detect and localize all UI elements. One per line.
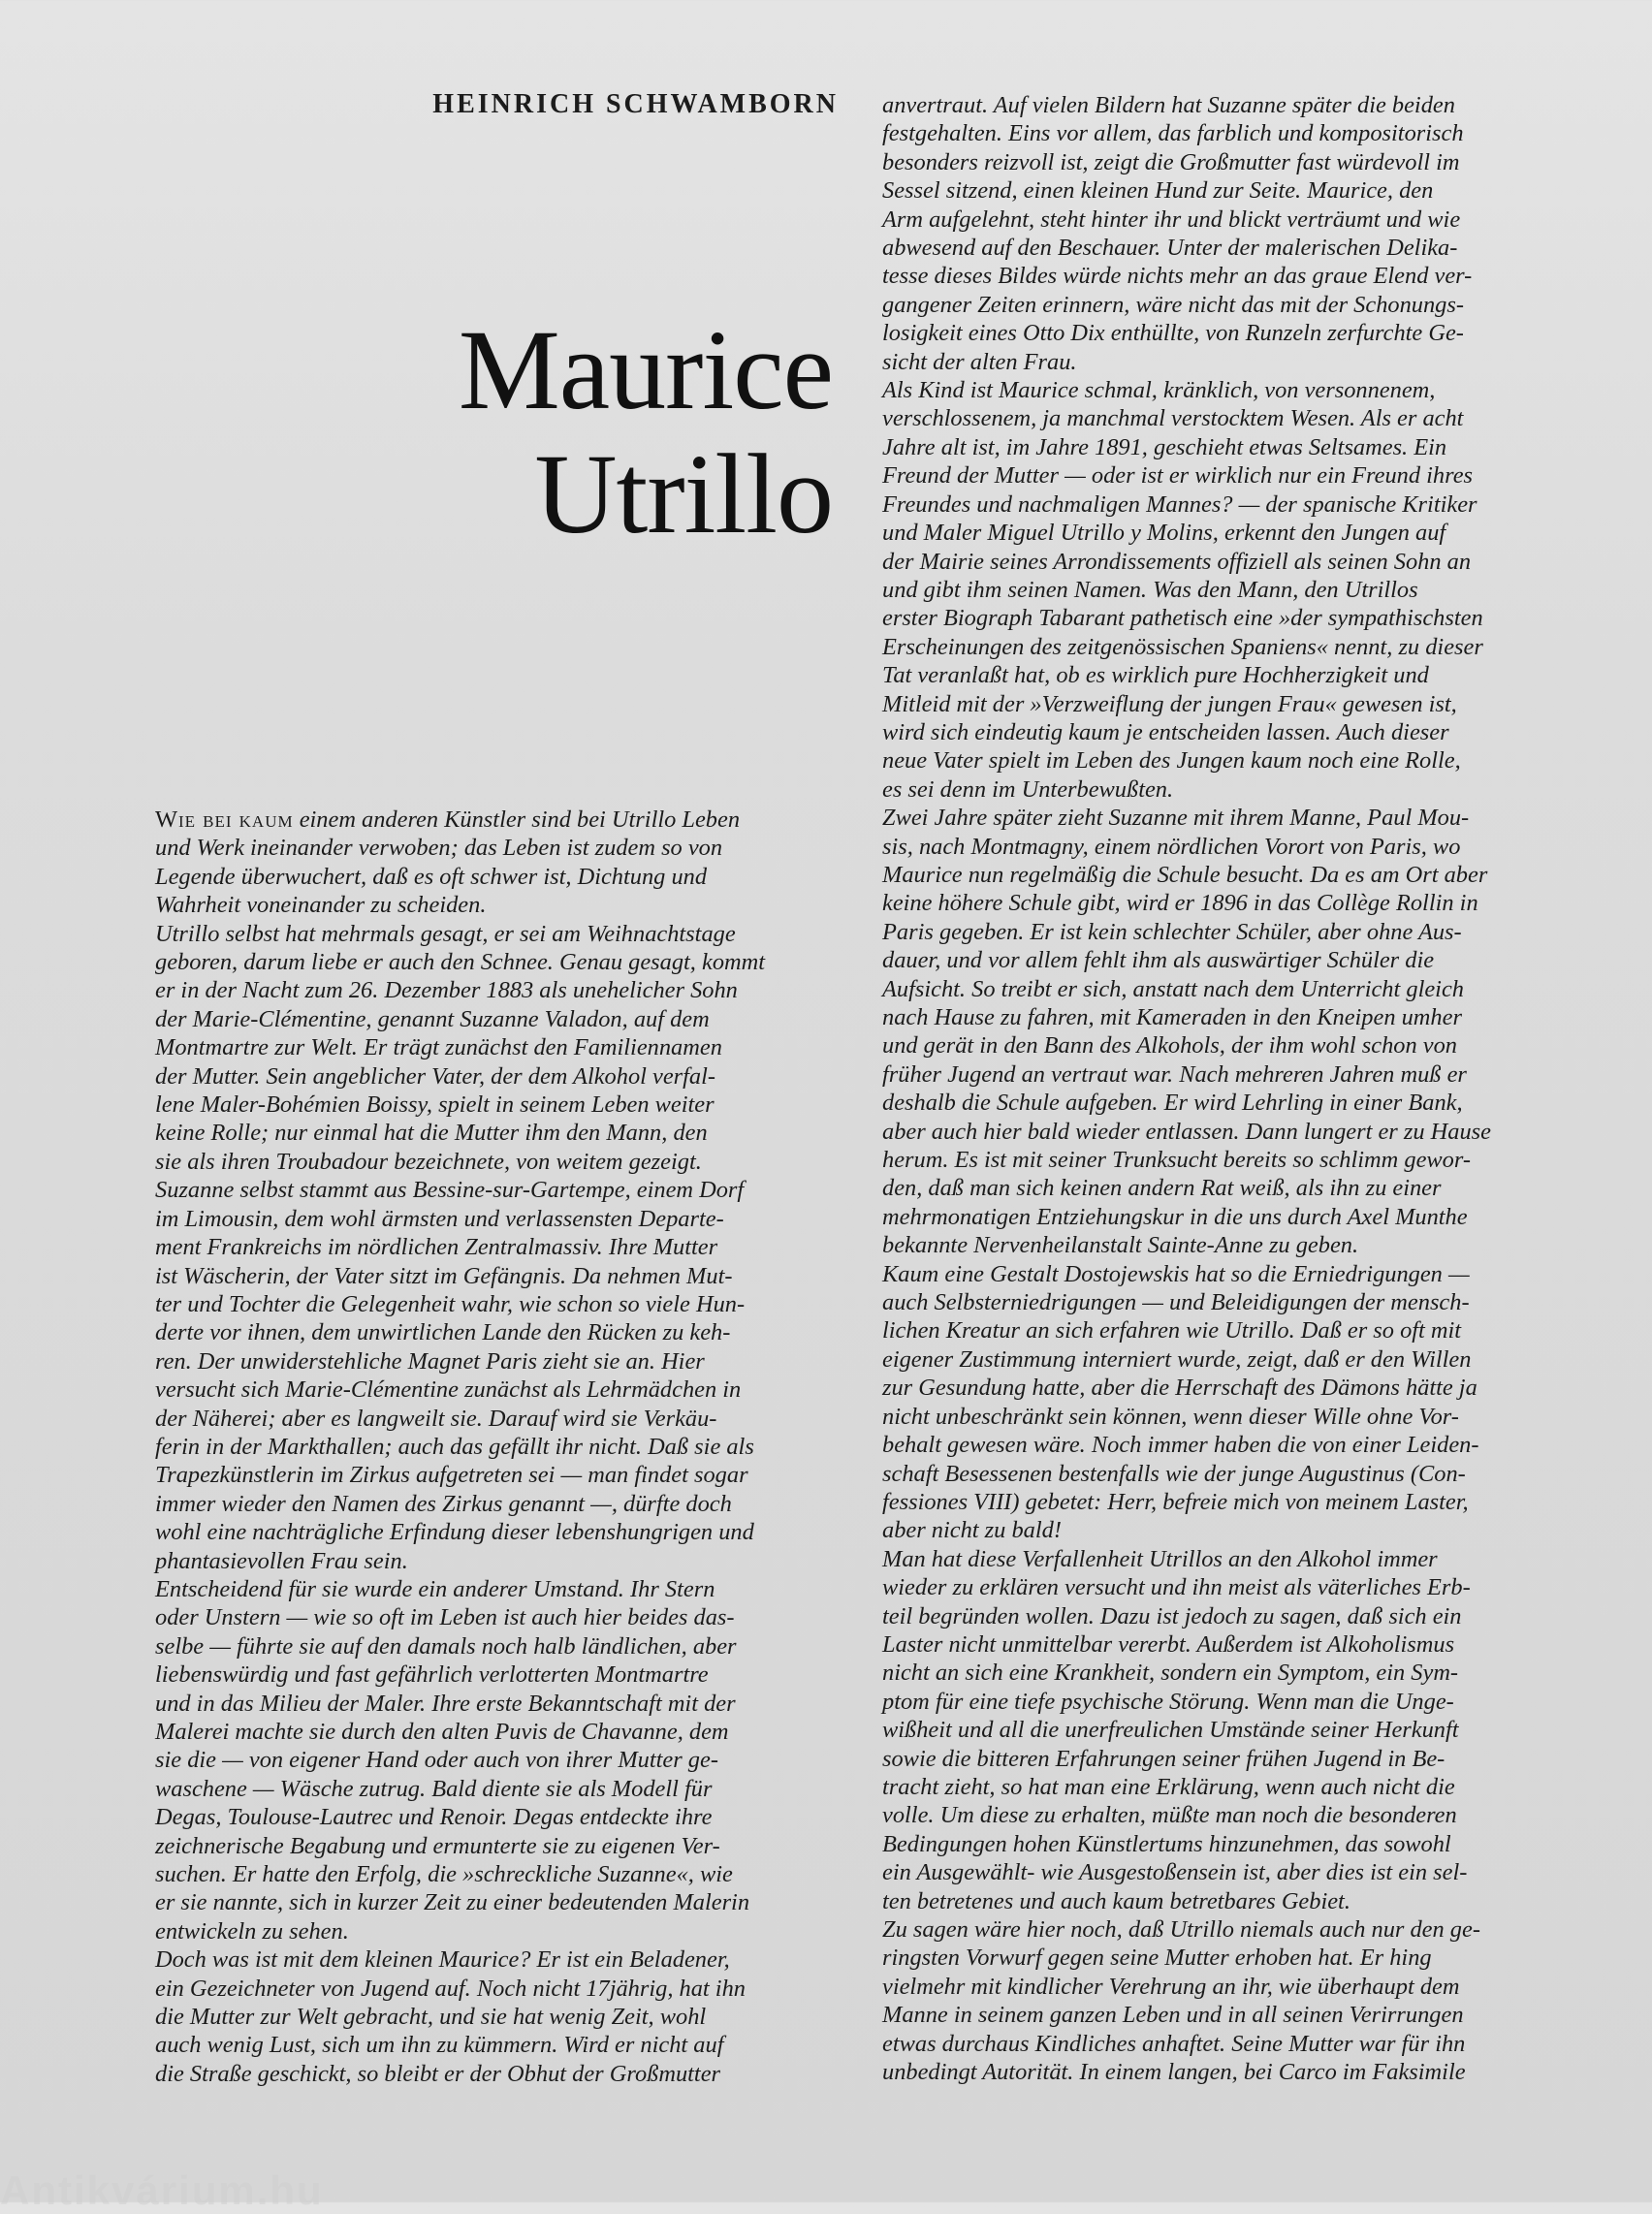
right-text-column — [882, 91, 1566, 2086]
text-line: herum. Es ist mit seiner Trunksucht bereits so schlimm gewor- — [882, 1147, 1471, 1174]
text-line: versucht sich Marie-Clémentine zunächst als Lehrmädchen in — [155, 1376, 742, 1404]
text-line: der Marie-Clémentine, genannt Suzanne Valadon, auf dem — [155, 1005, 710, 1032]
text-line: die Straße geschickt, so bleibt er der Obhut der Großmutter — [155, 2060, 721, 2087]
text-line: wieder zu erklären versucht und ihn meist als väterliches Erb- — [882, 1574, 1471, 1601]
text-line: Wahrheit voneinander zu scheiden. — [155, 892, 487, 919]
text-line: und gerät in den Bann des Alkohols, der ihm wohl schon von — [882, 1032, 1457, 1060]
text-line: keine höhere Schule gibt, wird er 1896 in das Collège Rollin in — [882, 890, 1478, 917]
text-line: der Mairie seines Arrondissements offiziell als seinen Sohn an — [882, 548, 1472, 575]
text-line: losigkeit eines Otto Dix enthüllte, von Runzeln zerfurchte Ge- — [882, 320, 1464, 347]
title-line-2: Utrillo — [534, 430, 833, 557]
text-line: und gibt ihm seinen Namen. Was den Mann, den Utrillos — [882, 576, 1418, 603]
text-line: erster Biograph Tabarant pathetisch eine »der sympathischsten — [882, 605, 1483, 632]
text-line: auch wenig Lust, sich um ihn zu kümmern. Wird er nicht auf — [155, 2032, 724, 2059]
text-line: abwesend auf den Beschauer. Unter der malerischen Delika- — [882, 235, 1458, 262]
text-line: wißheit und all die unerfreulichen Umstände seiner Herkunft — [882, 1717, 1459, 1744]
text-line: gangener Zeiten erinnern, wäre nicht das mit der Schonungs- — [882, 291, 1464, 318]
lead-smallcaps: Wie bei kaum — [155, 807, 294, 833]
text-line: immer wieder den Namen des Zirkus genannt —, dürfte doch — [155, 1490, 732, 1517]
text-line: Suzanne selbst stammt aus Bessine-sur-Gartempe, einem Dorf — [155, 1177, 745, 1204]
text-line: verschlossenem, ja manchmal verstocktem Wesen. Als er acht — [882, 405, 1464, 432]
text-line: waschene — Wäsche zutrug. Bald diente sie als Modell für — [155, 1775, 713, 1802]
text-line: deshalb die Schule aufgeben. Er wird Lehrling in einer Bank, — [882, 1090, 1463, 1117]
text-line: ist Wäscherin, der Vater sitzt im Gefängnis. Da nehmen Mut- — [155, 1262, 733, 1289]
text-line: teil begründen wollen. Dazu ist jedoch zu sagen, daß sich ein — [882, 1602, 1462, 1629]
text-line: und Maler Miguel Utrillo y Molins, erkennt den Jungen auf — [882, 520, 1446, 547]
text-line: sis, nach Montmagny, einem nördlichen Vorort von Paris, wo — [882, 833, 1461, 860]
text-line: zeichnerische Begabung und ermunterte sie zu eigenen Ver- — [155, 1832, 720, 1859]
text-line: schaft Besessenen bestenfalls wie der junge Augustinus (Con- — [882, 1460, 1466, 1487]
text-line: nach Hause zu fahren, mit Kameraden in den Kneipen umher — [882, 1004, 1462, 1030]
text-line: im Limousin, dem wohl ärmsten und verlassensten Departe- — [155, 1205, 724, 1232]
text-line: mehrmonatigen Entziehungskur in die uns durch Axel Munthe — [882, 1203, 1468, 1230]
text-line: etwas durchaus Kindliches anhaftet. Seine Mutter war für ihn — [882, 2030, 1466, 2057]
text-line: geboren, darum liebe er auch den Schnee. Genau gesagt, kommt — [155, 949, 766, 976]
article-title — [459, 308, 833, 556]
text-line: fessiones VIII) gebetet: Herr, befreie mich von meinem Laster, — [882, 1488, 1469, 1515]
text-line: sicht der alten Frau. — [882, 348, 1077, 375]
text-line: Arm aufgelehnt, steht hinter ihr und blickt verträumt und wie — [882, 206, 1461, 233]
title-line-1: Maurice — [458, 306, 833, 433]
text-line: Bedingungen hohen Künstlertums hinzunehmen, das sowohl — [882, 1830, 1451, 1857]
text-line: selbe — führte sie auf den damals noch halb ländlichen, aber — [155, 1632, 737, 1660]
text-line: Legende überwuchert, daß es oft schwer ist, Dichtung und — [155, 863, 708, 890]
text-line: ein Ausgewählt- wie Ausgestoßensein ist, aber dies ist ein sel- — [882, 1859, 1468, 1886]
left-lines — [155, 834, 831, 2088]
text-line: ten betretenes und auch kaum betretbares Gebiet. — [882, 1887, 1350, 1914]
text-line: ringsten Vorwurf gegen seine Mutter erhoben hat. Er hing — [882, 1945, 1432, 1972]
text-line: früher Jugend an vertraut war. Nach mehreren Jahren muß er — [882, 1060, 1467, 1088]
text-line: aber nicht zu bald! — [882, 1517, 1062, 1544]
text-line: ren. Der unwiderstehliche Magnet Paris zieht sie an. Hier — [155, 1347, 705, 1375]
text-line: Aufsicht. So treibt er sich, anstatt nach dem Unterricht gleich — [882, 975, 1464, 1002]
text-line: Malerei machte sie durch den alten Puvis de Chavanne, dem — [155, 1719, 729, 1745]
author-name: HEINRICH SCHWAMBORN — [432, 89, 839, 119]
text-line: lene Maler-Bohémien Boissy, spielt in seinem Leben weiter — [155, 1091, 715, 1119]
text-line: es sei denn im Unterbewußten. — [882, 775, 1174, 803]
text-line: Doch was ist mit dem kleinen Maurice? Er ist ein Beladener, — [155, 1946, 730, 1974]
first-line — [155, 806, 831, 834]
text-line: ment Frankreichs im nördlichen Zentralmassiv. Ihre Mutter — [155, 1234, 718, 1261]
text-line: sowie die bitteren Erfahrungen seiner frühen Jugend in Be- — [882, 1745, 1446, 1772]
text-line: Manne in seinem ganzen Leben und in all seinen Verirrungen — [882, 2002, 1464, 2029]
text-line: ter und Tochter die Gelegenheit wahr, wie schon so viele Hun- — [155, 1290, 746, 1317]
text-line: die Mutter zur Welt gebracht, und sie hat wenig Zeit, wohl — [155, 2004, 707, 2031]
text-line: Degas, Toulouse-Lautrec und Renoir. Degas entdeckte ihre — [155, 1804, 713, 1831]
text-line: Freundes und nachmaligen Mannes? — der spanische Kritiker — [882, 490, 1477, 518]
text-line: anvertraut. Auf vielen Bildern hat Suzanne später die beiden — [882, 92, 1455, 118]
text-line: festgehalten. Eins vor allem, das farblich und kompositorisch — [882, 120, 1464, 147]
text-line: Freund der Mutter — oder ist er wirklich nur ein Freund ihres — [882, 462, 1474, 490]
text-line: Mitleid mit der »Verzweiflung der jungen Frau« gewesen ist, — [882, 690, 1457, 717]
text-line: behalt gewesen wäre. Noch immer haben die von einer Leiden- — [882, 1432, 1479, 1459]
text-line: nicht unbeschränkt sein können, wenn dieser Wille ohne Vor- — [882, 1403, 1459, 1430]
text-line: lichen Kreatur an sich erfahren wie Utrillo. Daß er so oft mit — [882, 1317, 1462, 1344]
text-line: Tat veranlaßt hat, ob es wirklich pure Hochherzigkeit und — [882, 662, 1429, 689]
text-line: entwickeln zu sehen. — [155, 1917, 349, 1945]
text-line: Zu sagen wäre hier noch, daß Utrillo niemals auch nur den ge- — [882, 1916, 1480, 1943]
watermark-text: Antikvárium.hu — [0, 2167, 324, 2213]
text-line: der Näherei; aber es langweilt sie. Darauf wird sie Verkäu- — [155, 1405, 717, 1432]
text-line: ein Gezeichneter von Jugend auf. Noch nicht 17jährig, hat ihn — [155, 1975, 746, 2002]
text-line: zur Gesundung hatte, aber die Herrschaft des Dämons hätte ja — [882, 1375, 1477, 1402]
text-line: ptom für eine tiefe psychische Störung. Wenn man die Unge- — [882, 1688, 1454, 1715]
text-line: Erscheinungen des zeitgenössischen Spaniens« nennt, zu dieser — [882, 633, 1483, 660]
text-line: Man hat diese Verfallenheit Utrillos an den Alkohol immer — [882, 1545, 1438, 1572]
text-line: suchen. Er hatte den Erfolg, die »schreckliche Suzanne«, wie — [155, 1861, 733, 1888]
text-line: nicht an sich eine Krankheit, sondern ein Symptom, ein Sym- — [882, 1660, 1459, 1687]
text-line: Montmartre zur Welt. Er trägt zunächst den Familiennamen — [155, 1034, 722, 1061]
text-line: dauer, und vor allem fehlt ihm als auswärtiger Schüler die — [882, 947, 1435, 974]
text-line: den, daß man sich keinen andern Rat weiß, als ihn zu einer — [882, 1175, 1442, 1202]
text-line: neue Vater spielt im Leben des Jungen kaum noch eine Rolle, — [882, 747, 1461, 775]
text-line: sie die — von eigener Hand oder auch von ihrer Mutter ge- — [155, 1747, 718, 1774]
text-line: Utrillo selbst hat mehrmals gesagt, er sei am Weihnachtstage — [155, 920, 736, 947]
text-line: volle. Um diese zu erhalten, müßte man noch die besonderen — [882, 1802, 1457, 1829]
text-line: liebenswürdig und fast gefährlich verlotterten Montmartre — [155, 1661, 709, 1689]
text-line: bekannte Nervenheilanstalt Sainte-Anne zu geben. — [882, 1232, 1359, 1259]
text-line: vielmehr mit kindlicher Verehrung an ihr, wie überhaupt dem — [882, 1973, 1460, 2000]
text-line: eigener Zustimmung interniert wurde, zeigt, daß er den Willen — [882, 1345, 1472, 1373]
text-line: oder Unstern — wie so oft im Leben ist auch hier beides das- — [155, 1604, 735, 1631]
text-line: Als Kind ist Maurice schmal, kränklich, von versonnenem, — [882, 377, 1436, 404]
text-line: und in das Milieu der Maler. Ihre erste Bekanntschaft mit der — [155, 1690, 736, 1717]
text-line: sie als ihren Troubadour bezeichnete, von weitem gezeigt. — [155, 1148, 702, 1175]
text-line: Kaum eine Gestalt Dostojewskis hat so die Erniedrigungen — — [882, 1260, 1470, 1287]
text-line: Zwei Jahre später zieht Suzanne mit ihrem Manne, Paul Mou- — [882, 805, 1470, 832]
text-line: wohl eine nachträgliche Erfindung dieser lebenshungrigen und — [155, 1519, 754, 1546]
text-line: aber auch hier bald wieder entlassen. Dann lungert er zu Hause — [882, 1118, 1491, 1145]
text-line: Entscheidend für sie wurde ein anderer Umstand. Ihr Stern — [155, 1575, 715, 1602]
first-line-rest: einem anderen Künstler sind bei Utrillo Leben — [293, 807, 741, 833]
text-line: phantasievollen Frau sein. — [155, 1547, 408, 1574]
text-line: auch Selbsterniedrigungen — und Beleidigungen der mensch- — [882, 1289, 1470, 1316]
text-line: Laster nicht unmittelbar vererbt. Außerdem ist Alkoholismus — [882, 1630, 1455, 1658]
text-line: tesse dieses Bildes würde nichts mehr an das graue Elend ver- — [882, 263, 1473, 290]
text-line: Maurice nun regelmäßig die Schule besucht. Da es am Ort aber — [882, 861, 1488, 888]
text-line: unbedingt Autorität. In einem langen, bei Carco im Faksimile — [882, 2059, 1466, 2086]
text-line: Trapezkünstlerin im Zirkus aufgetreten sei — man findet sogar — [155, 1462, 748, 1489]
text-line: Paris gegeben. Er ist kein schlechter Schüler, aber ohne Aus- — [882, 918, 1462, 945]
text-line: und Werk ineinander verwoben; das Leben ist zudem so von — [155, 835, 723, 862]
text-line: wird sich eindeutig kaum je entscheiden lassen. Auch dieser — [882, 718, 1449, 745]
text-line: Jahre alt ist, im Jahre 1891, geschieht etwas Seltsames. Ein — [882, 433, 1447, 460]
right-lines — [882, 91, 1566, 2086]
left-text-column — [155, 806, 831, 2088]
text-line: besonders reizvoll ist, zeigt die Großmutter fast würdevoll im — [882, 148, 1460, 175]
text-line: der Mutter. Sein angeblicher Vater, der dem Alkohol verfal- — [155, 1062, 716, 1090]
text-line: ferin in der Markthallen; auch das gefällt ihr nicht. Daß sie als — [155, 1433, 754, 1460]
text-line: er sie nannte, sich in kurzer Zeit zu einer bedeutenden Malerin — [155, 1889, 750, 1916]
text-line: derte vor ihnen, dem unwirtlichen Lande den Rücken zu keh- — [155, 1319, 731, 1346]
text-line: Sessel sitzend, einen kleinen Hund zur Seite. Maurice, den — [882, 177, 1434, 205]
text-line: tracht zieht, so hat man eine Erklärung, wenn auch nicht die — [882, 1773, 1455, 1800]
text-line: er in der Nacht zum 26. Dezember 1883 als unehelicher Sohn — [155, 977, 738, 1004]
text-line: keine Rolle; nur einmal hat die Mutter ihm den Mann, den — [155, 1120, 708, 1147]
